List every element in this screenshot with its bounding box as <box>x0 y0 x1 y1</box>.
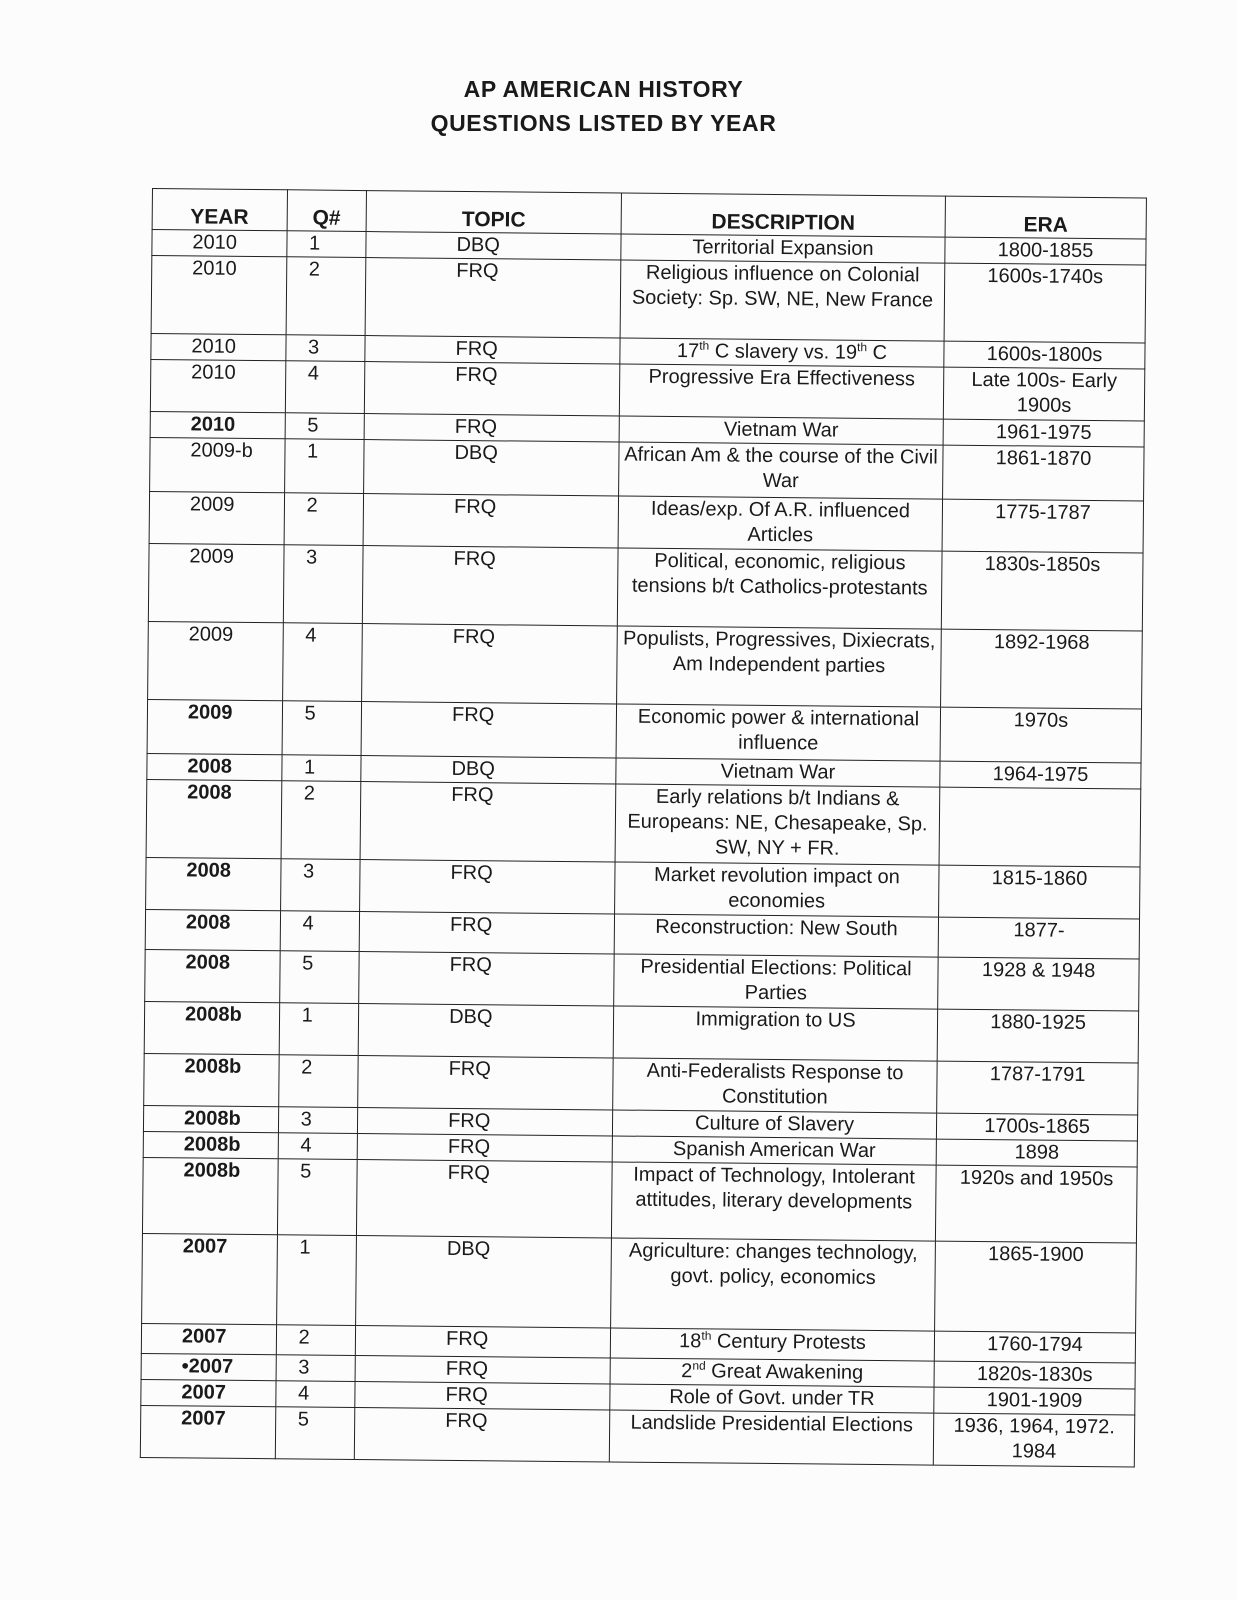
cell-era <box>939 787 1141 867</box>
questions-table-sheet <box>140 188 1127 1467</box>
document-title <box>0 72 1237 140</box>
table-row <box>148 621 1143 709</box>
cell-description: Ideas/exp. Of A.R. influenced Articles <box>618 496 943 551</box>
cell-era: 1775-1787 <box>942 499 1143 553</box>
cell-era: 1600s-1740s <box>944 263 1146 343</box>
cell-topic: FRQ <box>357 1160 613 1238</box>
cell-description: 18th Century Protests <box>610 1328 934 1361</box>
cell-era: 1815-1860 <box>939 865 1140 919</box>
cell-q: 1 <box>279 1003 359 1056</box>
cell-era: 1964-1975 <box>940 761 1141 789</box>
cell-topic: FRQ <box>360 782 616 862</box>
cell-year: 2008 <box>145 949 280 1002</box>
cell-topic: FRQ <box>359 952 614 1006</box>
cell-q: 1 <box>281 755 361 782</box>
cell-topic: FRQ <box>357 1134 612 1162</box>
cell-description: Vietnam War <box>616 758 940 787</box>
table-row <box>148 543 1143 631</box>
cell-q: 2 <box>276 1325 356 1356</box>
table-row <box>145 949 1139 1011</box>
cell-description: Role of Govt. under TR <box>610 1384 934 1413</box>
cell-topic: DBQ <box>366 232 621 260</box>
table-row <box>147 699 1141 763</box>
cell-era: 1820s-1830s <box>934 1361 1135 1389</box>
cell-q: 3 <box>280 859 360 912</box>
cell-era: 1920s and 1950s <box>936 1165 1138 1243</box>
cell-year: 2008b <box>144 1001 279 1054</box>
cell-q: 3 <box>276 1355 356 1382</box>
cell-year: 2010 <box>150 359 285 412</box>
cell-era: 1700s-1865 <box>937 1113 1138 1141</box>
cell-topic: FRQ <box>362 624 618 704</box>
cell-era: 1787-1791 <box>937 1061 1138 1115</box>
cell-q: 4 <box>282 623 362 702</box>
cell-topic: FRQ <box>363 494 618 548</box>
cell-era: 1877- <box>938 917 1139 959</box>
cell-q: 3 <box>283 545 363 624</box>
cell-q: 1 <box>284 439 364 494</box>
cell-era: 1760-1794 <box>934 1331 1135 1363</box>
table-row <box>151 256 1146 344</box>
cell-year: 2008b <box>143 1105 278 1132</box>
cell-q: 5 <box>277 1159 357 1236</box>
cell-year: 2009-b <box>150 437 285 492</box>
cell-era: 1898 <box>936 1139 1137 1167</box>
cell-description: 2nd Great Awakening <box>610 1358 934 1387</box>
cell-year: 2008 <box>146 857 281 910</box>
cell-era: 1928 & 1948 <box>938 957 1139 1011</box>
cell-description: Religious influence on Colonial Society: Sp. SW, NE, New France <box>620 260 945 341</box>
cell-year: •2007 <box>141 1353 276 1380</box>
cell-q: 5 <box>279 951 359 1004</box>
cell-topic: DBQ <box>356 1236 612 1328</box>
cell-description: Reconstruction: New South <box>614 914 939 957</box>
cell-year: 2010 <box>151 256 286 335</box>
table-row <box>142 1157 1137 1243</box>
cell-description: Agriculture: changes technology, govt. policy, economics <box>611 1238 936 1331</box>
cell-q: 2 <box>281 781 361 860</box>
cell-year: 2008b <box>142 1157 277 1234</box>
cell-era: 1861-1870 <box>943 445 1144 501</box>
cell-year: 2009 <box>149 491 284 544</box>
cell-topic: FRQ <box>362 546 618 626</box>
header-description: DESCRIPTION <box>621 193 946 237</box>
cell-topic: FRQ <box>360 860 615 914</box>
cell-description: Immigration to US <box>613 1006 938 1061</box>
cell-era: 1936, 1964, 1972. 1984 <box>933 1413 1134 1467</box>
cell-topic: FRQ <box>365 258 621 338</box>
cell-q: 2 <box>278 1055 358 1108</box>
cell-year: 2007 <box>140 1405 275 1458</box>
cell-era: 1865-1900 <box>935 1241 1137 1333</box>
table-row <box>142 1233 1137 1333</box>
cell-era: 1830s-1850s <box>941 551 1143 631</box>
cell-era: 1970s <box>940 707 1141 763</box>
cell-year: 2007 <box>141 1379 276 1406</box>
cell-era: 1901-1909 <box>934 1387 1135 1415</box>
cell-description: African Am & the course of the Civil War <box>619 442 944 499</box>
cell-era: 1880-1925 <box>937 1009 1138 1063</box>
table-row <box>146 779 1141 867</box>
cell-q: 3 <box>285 335 365 362</box>
cell-topic: DBQ <box>364 440 619 496</box>
cell-topic: FRQ <box>358 1108 613 1136</box>
cell-topic: FRQ <box>355 1382 610 1410</box>
cell-description: Populists, Progressives, Dixiecrats, Am Independent parties <box>617 626 942 707</box>
cell-year: 2007 <box>141 1323 276 1354</box>
title-line-2: QUESTIONS LISTED BY YEAR <box>430 110 777 136</box>
header-era: ERA <box>945 196 1146 239</box>
cell-topic: FRQ <box>364 414 619 442</box>
cell-q: 3 <box>278 1107 358 1134</box>
cell-year: 2007 <box>142 1233 277 1324</box>
table-row <box>149 491 1143 553</box>
cell-description: Early relations b/t Indians & Europeans: NE, Chesapeake, Sp. SW, NY + FR. <box>615 784 940 865</box>
table-row <box>150 437 1144 501</box>
cell-description: Presidential Elections: Political Parties <box>614 954 939 1009</box>
cell-year: 2008b <box>143 1131 278 1158</box>
table-row <box>144 1053 1138 1115</box>
cell-q: 4 <box>280 911 360 952</box>
cell-topic: FRQ <box>364 362 619 416</box>
cell-year: 2008 <box>147 753 282 780</box>
cell-q: 5 <box>275 1407 355 1460</box>
cell-topic: FRQ <box>355 1356 610 1384</box>
header-topic: TOPIC <box>366 191 621 234</box>
cell-q: 1 <box>286 231 366 258</box>
cell-era: 1800-1855 <box>945 237 1146 265</box>
header-year: YEAR <box>152 189 287 231</box>
cell-era: 1600s-1800s <box>944 341 1145 369</box>
cell-year: 2010 <box>150 411 285 438</box>
cell-year: 2009 <box>147 699 282 754</box>
table-row <box>144 1001 1138 1063</box>
cell-year: 2009 <box>148 621 283 700</box>
cell-topic: DBQ <box>361 756 616 784</box>
cell-topic: FRQ <box>361 702 616 758</box>
cell-description: Spanish American War <box>612 1136 936 1165</box>
cell-year: 2008 <box>145 909 280 950</box>
cell-description: Territorial Expansion <box>621 234 945 263</box>
cell-q: 5 <box>285 413 365 440</box>
cell-description: Economic power & international influence <box>616 704 941 761</box>
cell-q: 2 <box>286 257 366 336</box>
cell-year: 2008 <box>146 779 281 858</box>
table-row <box>146 857 1140 919</box>
cell-description: Anti-Federalists Response to Constitution <box>613 1058 938 1113</box>
cell-topic: FRQ <box>359 912 614 954</box>
cell-year: 2010 <box>151 333 286 360</box>
cell-year: 2008b <box>144 1053 279 1106</box>
cell-q: 4 <box>285 361 365 414</box>
cell-description: Market revolution impact on economies <box>614 862 939 917</box>
cell-q: 1 <box>276 1235 356 1326</box>
header-q: Q# <box>287 190 367 232</box>
cell-era: Late 100s- Early 1900s <box>943 367 1144 421</box>
cell-topic: FRQ <box>355 1326 610 1358</box>
cell-description: 17th C slavery vs. 19th C <box>620 338 944 367</box>
cell-description: Political, economic, religious tensions b/t Catholics-protestants <box>617 548 942 629</box>
cell-year: 2009 <box>148 543 283 622</box>
cell-description: Vietnam War <box>619 416 943 445</box>
cell-description: Impact of Technology, Intolerant attitudes, literary developments <box>611 1162 936 1241</box>
cell-year: 2010 <box>152 230 287 257</box>
cell-description: Landslide Presidential Elections <box>609 1410 934 1465</box>
table-body <box>140 230 1146 1467</box>
cell-description: Progressive Era Effectiveness <box>619 364 944 419</box>
table-row <box>140 1405 1134 1467</box>
cell-topic: FRQ <box>365 336 620 364</box>
cell-q: 4 <box>275 1381 355 1408</box>
cell-q: 4 <box>278 1133 358 1160</box>
cell-q: 5 <box>282 701 362 756</box>
cell-q: 2 <box>284 493 364 546</box>
title-line-1: AP AMERICAN HISTORY <box>463 76 744 102</box>
cell-topic: FRQ <box>354 1408 609 1462</box>
cell-topic: FRQ <box>358 1056 613 1110</box>
cell-era: 1961-1975 <box>943 419 1144 447</box>
cell-description: Culture of Slavery <box>612 1110 936 1139</box>
questions-table <box>140 188 1147 1467</box>
cell-era: 1892-1968 <box>941 629 1143 709</box>
table-row <box>150 359 1144 421</box>
cell-topic: DBQ <box>358 1004 613 1058</box>
